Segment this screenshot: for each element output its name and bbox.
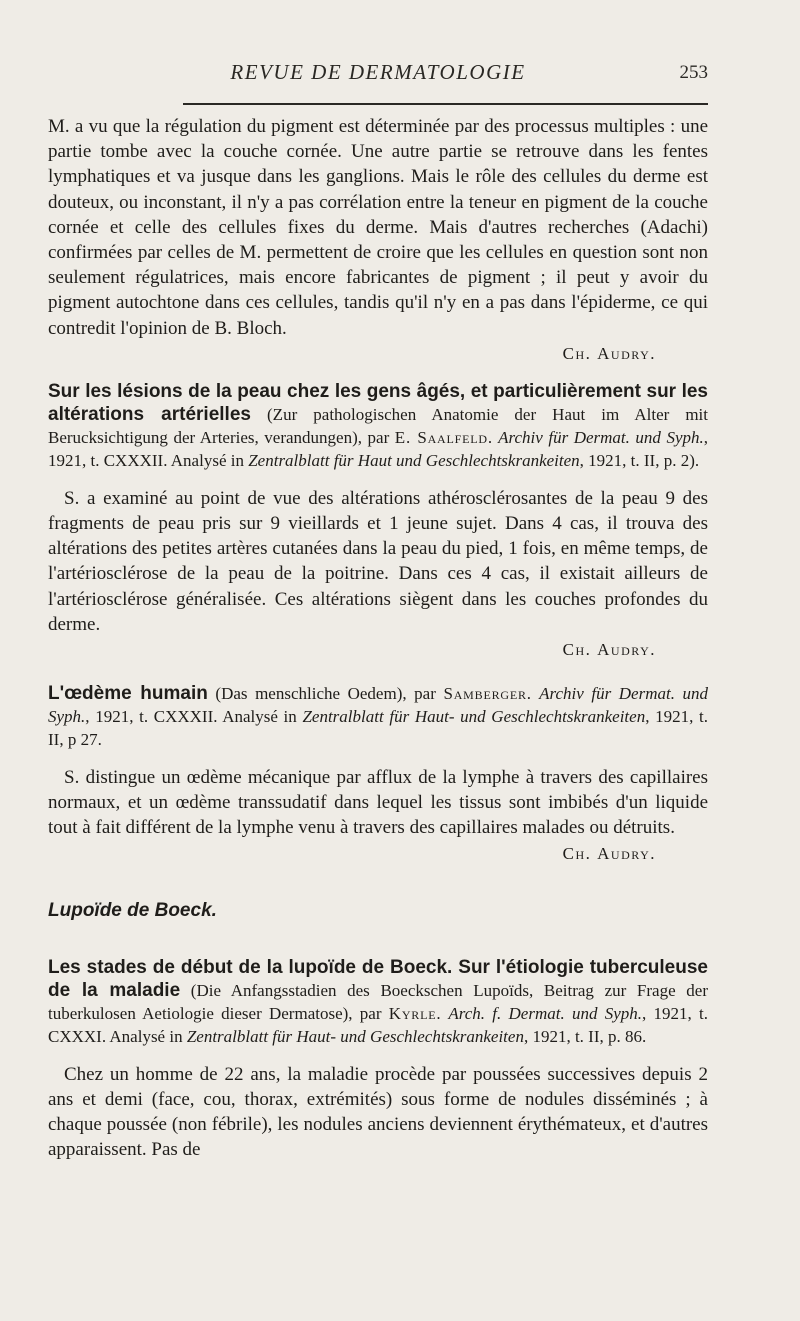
article-2-source: Zentralblatt für Haut- und Geschlechtskrankeiten (302, 707, 646, 727)
spacer (48, 751, 708, 765)
article-3-author: Kyrle. (388, 1003, 442, 1023)
article-2-ref-part-2: , 1921, t. CXXXII. Analysé in (85, 707, 303, 727)
article-2-paragraph: S. distingue un œdème mécanique par afflux de la lymphe à travers des capillaires normaux, et un œdème transsudatif dans lequel les tissus sont imbibés d'un liquide tout à fait différent de la lymphe venu à travers des capillaires malades ou détruits. (48, 767, 708, 839)
journal-page (48, 58, 708, 1162)
spacer (48, 922, 708, 956)
signature-prefix: Ch. (562, 843, 592, 863)
signature-prefix: Ch. (562, 343, 592, 363)
article-3-journal: Arch. f. Dermat. und Syph. (441, 1003, 642, 1023)
running-title: REVUE DE DERMATOLOGIE (230, 60, 526, 84)
article-2-journal: Archiv für Dermat. und Syph. (48, 684, 709, 727)
intro-signature (48, 341, 656, 366)
article-1-heading (48, 380, 708, 472)
article-1-signature (48, 637, 656, 662)
article-1-source: Zentralblatt für Haut und Geschlechtskrankeiten (248, 450, 580, 470)
article-2-title: L'œdème humain (48, 683, 208, 705)
running-head (48, 58, 708, 94)
signature-name: Audry. (597, 843, 656, 863)
page-number: 253 (679, 62, 708, 83)
article-3-source: Zentralblatt für Haut- und Geschlechtskrankeiten (186, 1026, 524, 1046)
header-rule (183, 103, 708, 105)
article-3-paragraph: Chez un homme de 22 ans, la maladie procède par poussées successives depuis 2 ans et demi (face, cou, thorax, extrémités) sous forme de nodules disséminés ; à chaque poussée (non fébrile), les nodules anciens deviennent érythémateux, et d'autres apparaissent. Pas de (48, 1063, 708, 1161)
article-1-paragraph: S. a examiné au point de vue des altérations athérosclérosantes de la peau 9 des fragments de peau pris sur 9 vieillards et 1 jeune sujet. Dans 4 cas, il trouva des altérations des petites artères cutanées dans la peau du pied, 1 fois, en même temps, de l'artériosclérose de la peau de la poitrine. Dans ces 4 cas, il existait ailleurs de l'artériosclérose généralisée. Ces altérations siègent dans les couches profondes du derme. (48, 487, 708, 635)
article-3-title: Les stades de début de la lupoïde de Boeck. Sur l'étiologie tuberculeuse de la maladie (48, 956, 708, 1001)
article-1-title: Sur les lésions de la peau chez les gens âgés, et particulièrement sur les altérations artérielles (48, 380, 708, 425)
spacer (48, 472, 708, 486)
spacer (48, 866, 708, 900)
spacer (48, 1048, 708, 1062)
article-1-ref-part: (Zur pathologischen Anatomie der Haut im Alter mit Berucksichtigung der Arteries, verandungen), par (48, 404, 708, 447)
spacer (48, 662, 708, 682)
article-2-heading (48, 682, 708, 751)
article-3-ref-part-2: , 1921, t. CXXXI. Analysé in (48, 1003, 708, 1046)
article-3-ref-part-3: , 1921, t. II, p. 86. (523, 1026, 647, 1046)
article-1-journal: Archiv für Dermat. und Syph. (492, 427, 704, 447)
article-2-author: Samberger. (443, 684, 532, 704)
section-heading: Lupoïde de Boeck. (48, 899, 217, 921)
article-1-ref-part-2: , 1921, t. CXXXII. Analysé in (48, 427, 709, 470)
article-3-ref-part: (Die Anfangsstadien des Boeckschen Lupoïds, Beitrag zur Frage der tuberkulosen Aetiologie dieser Dermatose), par (48, 980, 708, 1023)
article-3-heading (48, 956, 708, 1048)
spacer (48, 366, 708, 380)
article-2-ref-part-3: , 1921, t. II, p 27. (48, 707, 708, 750)
article-2-signature (48, 841, 656, 866)
article-1-author: E. Saalfeld. (394, 427, 493, 447)
signature-name: Audry. (597, 640, 656, 660)
intro-paragraph: M. a vu que la régulation du pigment est déterminée par des processus multiples : une partie tombe avec la couche cornée. Une autre partie se retrouve dans les fentes lymphatiques et va jusque dans les ganglions. Mais le rôle des cellules du derme est douteux, ou inconstant, il n'y a pas corrélation entre la teneur en pigment de la couche cornée et celle des cellules fixes du derme. Mais d'autres recherches (Adachi) confirmées par celles de M. permettent de croire que les cellules en question sont non seulement régulatrices, mais encore fabricantes de pigment ; il peut y avoir du pigment autochtone dans ces cellules, tandis qu'il n'y en a pas dans l'épiderme, ce qui contredit l'opinion de B. Bloch. (48, 116, 708, 339)
article-1-ref-part-3: , 1921, t. II, p. 2). (579, 450, 700, 470)
signature-prefix: Ch. (562, 640, 592, 660)
signature-name: Audry. (597, 343, 656, 363)
article-2-ref-part: (Das menschliche Oedem), par (207, 684, 444, 704)
